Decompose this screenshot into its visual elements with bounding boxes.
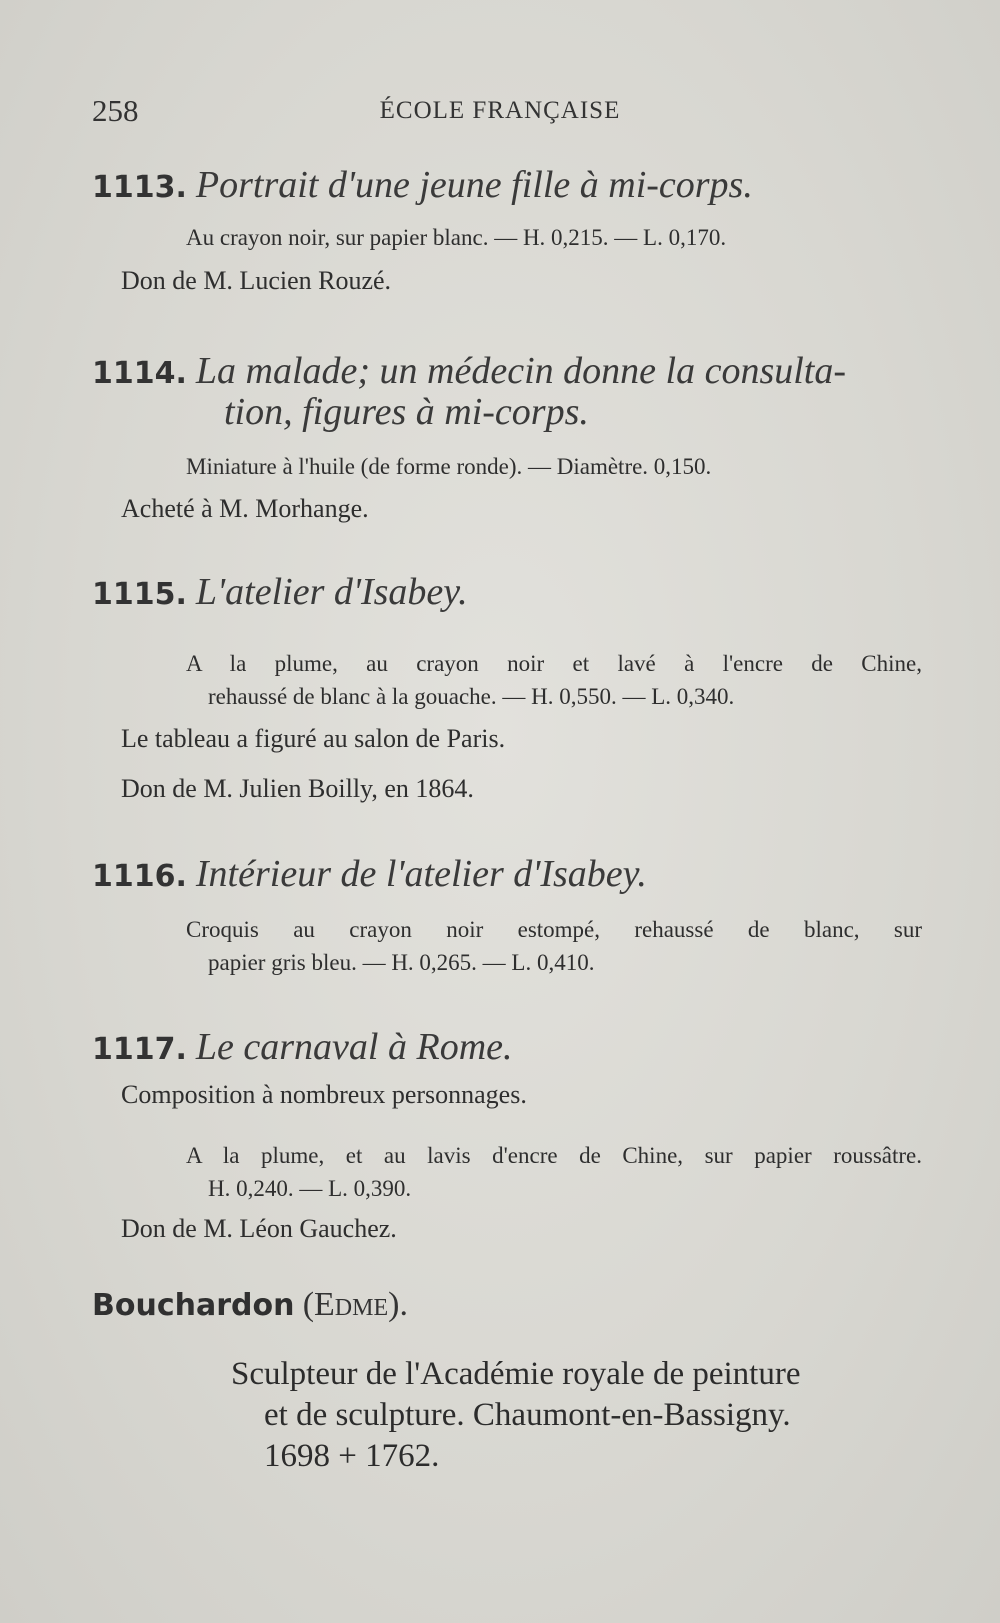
- page-number: 258: [92, 93, 139, 128]
- page-header: [0, 93, 1000, 133]
- entry-title-continuation: tion, figures à mi-corps.: [224, 391, 589, 433]
- artist-bio-line: et de sculpture. Chaumont-en-Bassigny.: [264, 1397, 791, 1433]
- entry-title-line: [92, 1025, 513, 1069]
- entry-number: 1113.: [92, 170, 187, 205]
- entry-technique-continuation: H. 0,240. — L. 0,390.: [208, 1176, 412, 1201]
- artist-surname: Bouchardon: [92, 1288, 295, 1323]
- entry-technique: [186, 647, 922, 713]
- entry-technique-line: A la plume, au crayon noir et lavé à l'encre de Chine,: [186, 651, 922, 676]
- entry-technique-line: Croquis au crayon noir estompé, rehaussé de blanc, sur: [186, 917, 922, 942]
- artist-bio-line: Sculpteur de l'Académie royale de peinture: [231, 1356, 801, 1392]
- entry-provenance: Acheté à M. Morhange.: [121, 494, 369, 523]
- entry-technique-line: A la plume, et au lavis d'encre de Chine, sur papier roussâtre.: [186, 1143, 922, 1168]
- entry-provenance: Don de M. Lucien Rouzé.: [121, 266, 392, 295]
- entry-technique-continuation: rehaussé de blanc à la gouache. — H. 0,550. — L. 0,340.: [208, 684, 735, 709]
- entry-technique: [186, 913, 922, 979]
- entry-title: L'atelier d'Isabey.: [195, 571, 468, 613]
- entry-title: Le carnaval à Rome.: [195, 1026, 513, 1068]
- entry-provenance: Don de M. Julien Boilly, en 1864.: [121, 774, 474, 803]
- entry-title: La malade; un médecin donne la consulta-: [195, 350, 847, 392]
- entry-title-line: [92, 852, 647, 896]
- artist-bio: [231, 1354, 921, 1477]
- entry-title-line: [92, 570, 468, 614]
- entry-title: Intérieur de l'atelier d'Isabey.: [195, 853, 647, 895]
- entry-provenance: Le tableau a figuré au salon de Paris.: [121, 724, 506, 753]
- entry-technique-continuation: papier gris bleu. — H. 0,265. — L. 0,410.: [208, 950, 595, 975]
- entry-number: 1116.: [92, 859, 187, 894]
- entry-description: Composition à nombreux personnages.: [121, 1080, 527, 1109]
- artist-heading: [92, 1286, 408, 1324]
- entry-technique: Au crayon noir, sur papier blanc. — H. 0,215. — L. 0,170.: [186, 225, 727, 250]
- entry-title-line: [92, 163, 753, 207]
- entry-title-line: [92, 349, 846, 393]
- artist-given-name: (Edme).: [302, 1286, 408, 1323]
- entry-provenance: Don de M. Léon Gauchez.: [121, 1214, 397, 1243]
- entry-title: Portrait d'une jeune fille à mi-corps.: [195, 164, 753, 206]
- artist-bio-line: 1698 + 1762.: [264, 1438, 440, 1474]
- entry-number: 1117.: [92, 1032, 187, 1067]
- entry-technique: [186, 1139, 922, 1205]
- running-head: ÉCOLE FRANÇAISE: [379, 97, 621, 124]
- entry-technique: Miniature à l'huile (de forme ronde). — Diamètre. 0,150.: [186, 454, 712, 479]
- entry-number: 1114.: [92, 356, 187, 391]
- entry-number: 1115.: [92, 577, 187, 612]
